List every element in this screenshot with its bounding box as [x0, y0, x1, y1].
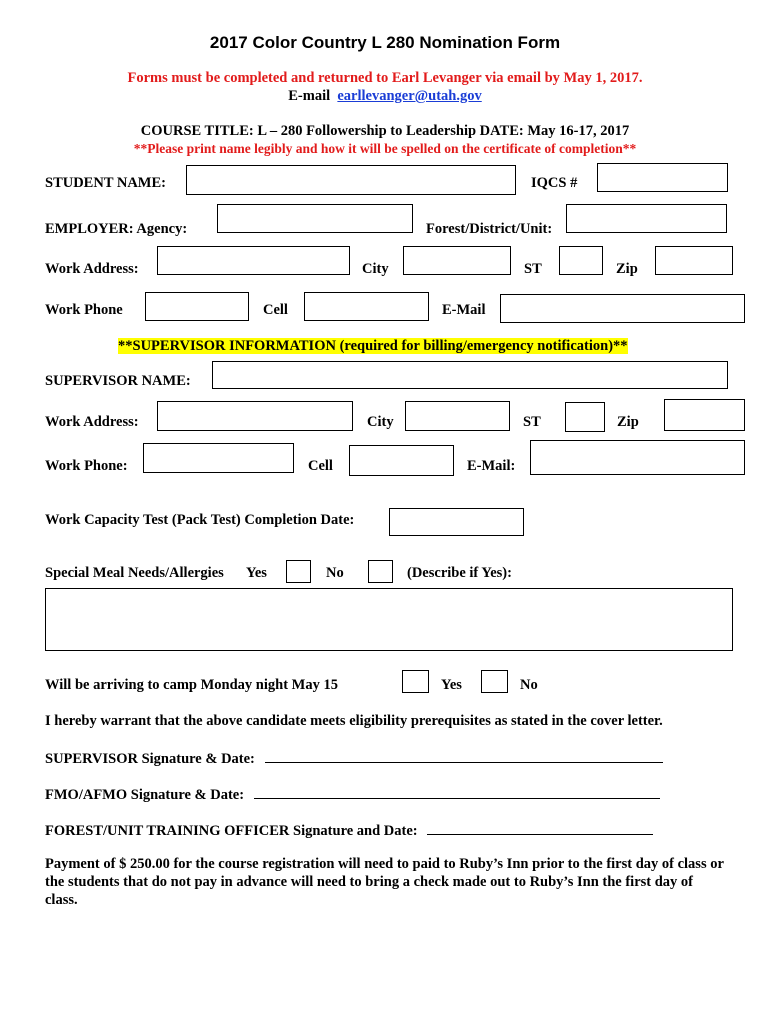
work-phone-field[interactable]: [145, 292, 249, 321]
training-officer-signature-row: [45, 821, 653, 840]
state-label: ST: [524, 261, 542, 277]
supervisor-phone-field[interactable]: [143, 443, 294, 473]
student-email-field[interactable]: [500, 294, 745, 323]
meal-needs-label: Special Meal Needs/Allergies: [45, 565, 224, 581]
supervisor-name-label: SUPERVISOR NAME:: [45, 373, 191, 389]
forest-unit-label: Forest/District/Unit:: [426, 221, 553, 237]
training-officer-signature-line[interactable]: [427, 821, 653, 835]
supervisor-address-field[interactable]: [157, 401, 353, 431]
arriving-no-label: No: [520, 677, 538, 693]
supervisor-signature-row: [45, 749, 663, 768]
employer-agency-field[interactable]: [217, 204, 413, 233]
meal-description-field[interactable]: [45, 588, 733, 651]
pack-test-label: Work Capacity Test (Pack Test) Completion Date:: [45, 512, 355, 528]
form-title: 2017 Color Country L 280 Nomination Form: [209, 33, 561, 52]
supervisor-email-label: E-Mail:: [467, 458, 516, 474]
supervisor-state-field[interactable]: [565, 402, 605, 432]
supervisor-cell-label: Cell: [308, 458, 333, 474]
arriving-yes-checkbox[interactable]: [402, 670, 429, 693]
meal-yes-checkbox[interactable]: [286, 560, 311, 583]
supervisor-signature-line[interactable]: [265, 749, 663, 763]
arriving-no-checkbox[interactable]: [481, 670, 508, 693]
student-email-label: E-Mail: [442, 302, 486, 318]
student-name-label: STUDENT NAME:: [45, 175, 166, 191]
supervisor-cell-field[interactable]: [349, 445, 454, 476]
supervisor-state-label: ST: [523, 414, 541, 430]
print-note: **Please print name legibly and how it will be spelled on the certificate of completion**: [133, 141, 637, 156]
city-field[interactable]: [403, 246, 511, 275]
meal-no-label: No: [326, 565, 344, 581]
iqcs-label: IQCS #: [531, 175, 578, 191]
supervisor-heading-text: **SUPERVISOR INFORMATION (required for billing/emergency notification)**: [118, 338, 628, 354]
zip-label: Zip: [616, 261, 638, 277]
supervisor-signature-label: SUPERVISOR Signature & Date:: [45, 751, 255, 767]
forest-unit-field[interactable]: [566, 204, 727, 233]
course-title-line: COURSE TITLE: L – 280 Followership to Leadership DATE: May 16-17, 2017: [140, 123, 630, 139]
cell-field[interactable]: [304, 292, 429, 321]
iqcs-field[interactable]: [597, 163, 728, 192]
fmo-signature-row: [45, 785, 660, 804]
state-field[interactable]: [559, 246, 603, 275]
arriving-yes-label: Yes: [441, 677, 462, 693]
pack-test-date-field[interactable]: [389, 508, 524, 536]
deadline-notice: Forms must be completed and returned to Earl Levanger via email by May 1, 2017.: [127, 70, 643, 86]
employer-agency-label: EMPLOYER: Agency:: [45, 221, 188, 237]
supervisor-zip-label: Zip: [617, 414, 639, 430]
supervisor-email-field[interactable]: [530, 440, 745, 475]
supervisor-address-label: Work Address:: [45, 414, 139, 430]
work-address-field[interactable]: [157, 246, 350, 275]
work-address-label: Work Address:: [45, 261, 139, 277]
fmo-signature-label: FMO/AFMO Signature & Date:: [45, 787, 245, 803]
supervisor-city-field[interactable]: [405, 401, 510, 431]
supervisor-heading: [118, 338, 628, 355]
student-name-field[interactable]: [186, 165, 516, 195]
work-phone-label: Work Phone: [45, 302, 123, 318]
payment-paragraph: Payment of $ 250.00 for the course registration will need to paid to Ruby’s Inn prior to the first day of class or the students that do not pay in advance will need to bring a check made out to Ruby’s Inn the first day of class.: [45, 856, 724, 908]
arriving-label: Will be arriving to camp Monday night May 15: [45, 677, 338, 693]
meal-no-checkbox[interactable]: [368, 560, 393, 583]
warrant-statement: I hereby warrant that the above candidate meets eligibility prerequisites as stated in the cover letter.: [45, 713, 663, 729]
supervisor-phone-label: Work Phone:: [45, 458, 128, 474]
cell-label: Cell: [263, 302, 288, 318]
zip-field[interactable]: [655, 246, 733, 275]
meal-yes-label: Yes: [246, 565, 267, 581]
meal-describe-label: (Describe if Yes):: [407, 565, 512, 581]
supervisor-zip-field[interactable]: [664, 399, 745, 431]
email-line: [0, 88, 770, 105]
supervisor-name-field[interactable]: [212, 361, 728, 389]
city-label: City: [362, 261, 389, 277]
training-officer-signature-label: FOREST/UNIT TRAINING OFFICER Signature and Date:: [45, 823, 418, 839]
supervisor-city-label: City: [367, 414, 394, 430]
email-label: E-mail: [288, 88, 331, 104]
fmo-signature-line[interactable]: [254, 785, 660, 799]
email-link[interactable]: earllevanger@utah.gov: [337, 88, 482, 104]
